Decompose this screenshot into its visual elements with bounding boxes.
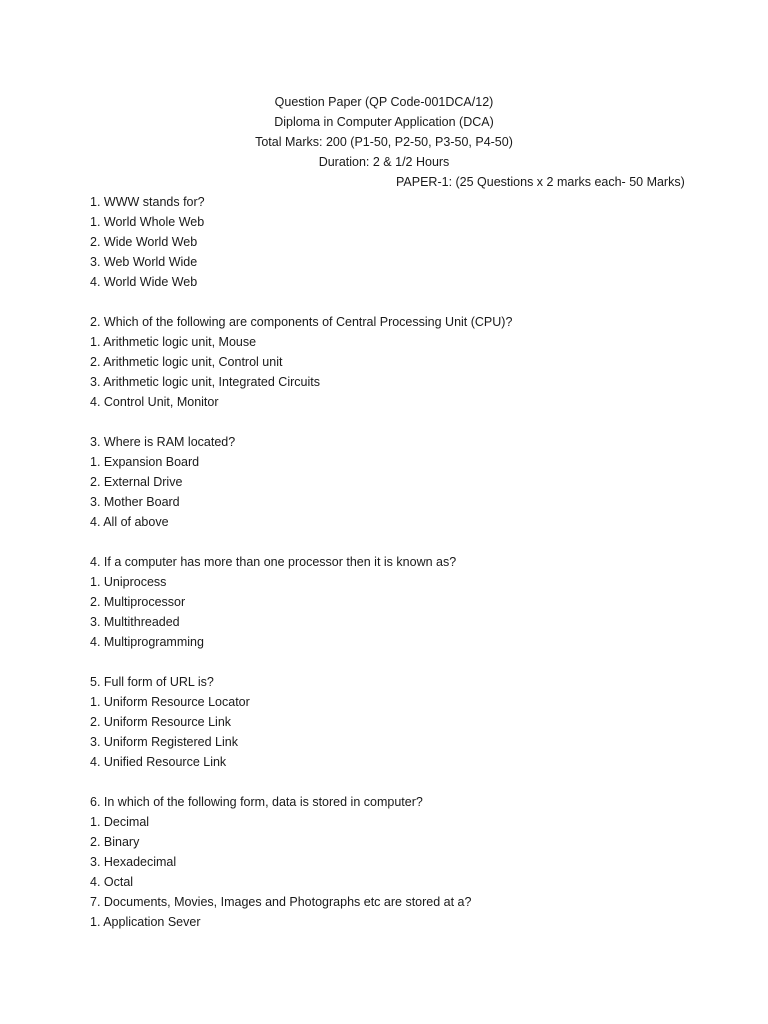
answer-option: 3. Uniform Registered Link [90,735,238,749]
question-text: 2. Which of the following are components of Central Processing Unit (CPU)? [90,315,513,329]
questions-body [90,192,730,932]
answer-option: 1. Decimal [90,815,150,829]
answer-option: 2. Multiprocessor [90,595,186,609]
answer-option: 1. Arithmetic logic unit, Mouse [90,335,257,349]
header-duration: Duration: 2 & 1/2 Hours [318,155,450,169]
answer-option: 2. Arithmetic logic unit, Control unit [90,355,283,369]
answer-option: 1. World Whole Web [90,215,205,229]
question-text: 4. If a computer has more than one processor then it is known as? [90,555,457,569]
question-block [90,312,730,412]
question-text: 6. In which of the following form, data is stored in computer? [90,795,423,809]
answer-option: 1. Expansion Board [90,455,200,469]
question-block [90,552,730,652]
answer-option: 3. Multithreaded [90,615,180,629]
answer-option: 2. Uniform Resource Link [90,715,232,729]
spacer [90,772,730,792]
paper-header [0,92,768,192]
question-text: 7. Documents, Movies, Images and Photographs etc are stored at a? [90,895,472,909]
answer-option: 3. Arithmetic logic unit, Integrated Circuits [90,375,320,389]
answer-option: 2. Binary [90,835,140,849]
answer-option: 3. Mother Board [90,495,180,509]
header-title: Question Paper (QP Code-001DCA/12) [274,95,494,109]
question-block [90,892,730,932]
answer-option: 4. All of above [90,515,169,529]
spacer [90,412,730,432]
answer-option: 2. External Drive [90,475,183,489]
question-text: 5. Full form of URL is? [90,675,214,689]
answer-option: 1. Uniform Resource Locator [90,695,250,709]
answer-option: 4. World Wide Web [90,275,198,289]
header-course: Diploma in Computer Application (DCA) [274,115,494,129]
answer-option: 3. Web World Wide [90,255,198,269]
spacer [90,652,730,672]
answer-option: 4. Control Unit, Monitor [90,395,219,409]
answer-option: 4. Octal [90,875,134,889]
answer-option: 3. Hexadecimal [90,855,177,869]
answer-option: 4. Unified Resource Link [90,755,227,769]
answer-option: 4. Multiprogramming [90,635,204,649]
answer-option: 1. Application Sever [90,915,201,929]
answer-option: 2. Wide World Web [90,235,198,249]
question-text: 3. Where is RAM located? [90,435,236,449]
question-block [90,192,730,292]
spacer [90,292,730,312]
question-block [90,672,730,772]
answer-option: 1. Uniprocess [90,575,167,589]
question-text: 1. WWW stands for? [90,195,205,209]
question-block [90,792,730,892]
header-paper-info: PAPER-1: (25 Questions x 2 marks each- 50 Marks) [396,175,685,189]
header-total-marks: Total Marks: 200 (P1-50, P2-50, P3-50, P4-50) [255,135,513,149]
question-block [90,432,730,532]
spacer [90,532,730,552]
